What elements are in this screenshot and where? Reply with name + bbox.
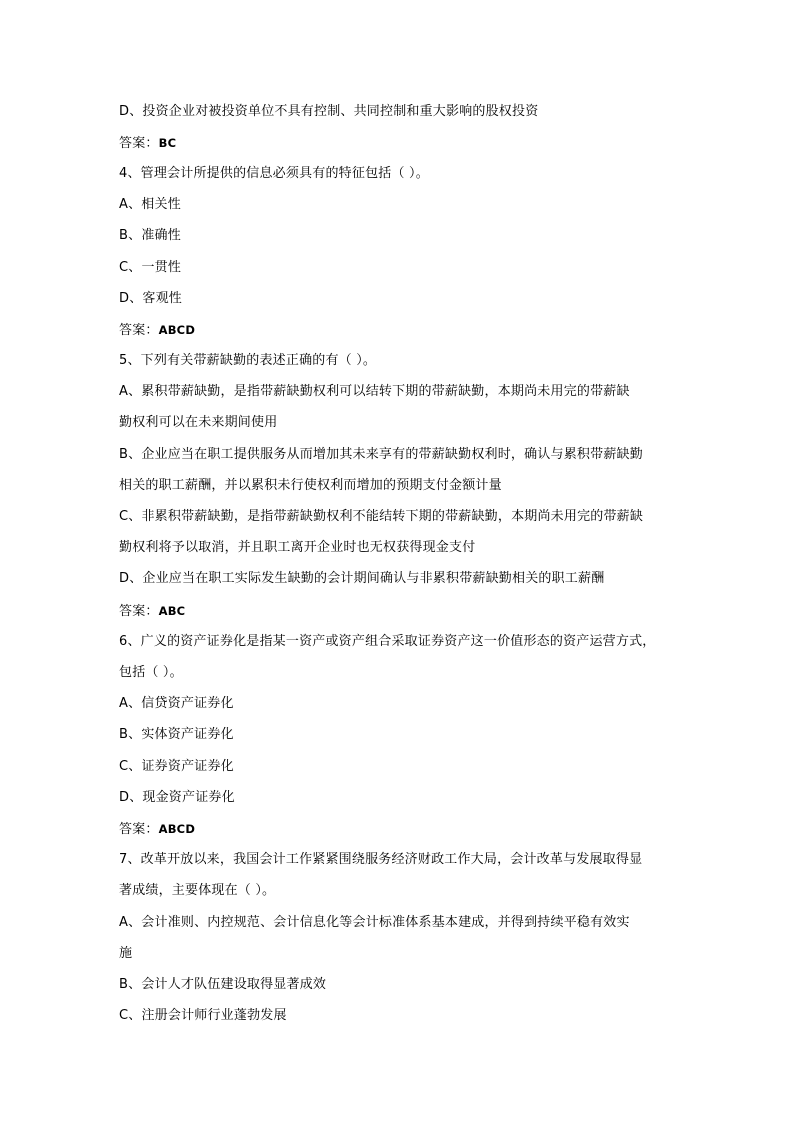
option-line: B、准确性: [119, 228, 181, 243]
option-line: D、投资企业对被投资单位不具有控制、共同控制和重大影响的股权投资: [119, 104, 539, 119]
question-line: 5、下列有关带薪缺勤的表述正确的有（ ）。: [119, 353, 377, 368]
question-line: 6、广义的资产证券化是指某一资产或资产组合采取证券资产这一价值形态的资产运营方式，: [119, 634, 656, 649]
option-line: A、相关性: [119, 197, 181, 212]
question-line: 包括（ ）。: [119, 665, 183, 680]
option-line: 勤权利可以在未来期间使用: [119, 415, 278, 430]
option-line: D、企业应当在职工实际发生缺勤的会计期间确认与非累积带薪缺勤相关的职工薪酬: [119, 571, 605, 586]
option-line: A、会计准则、内控规范、会计信息化等会计标准体系基本建成，并得到持续平稳有效实: [119, 915, 630, 930]
question-line: 7、改革开放以来，我国会计工作紧紧围绕服务经济财政工作大局，会计改革与发展取得显: [119, 852, 643, 867]
option-line: 勤权利将予以取消，并且职工离开企业时也无权获得现金支付: [119, 540, 476, 555]
answer-label: 答案：: [119, 323, 159, 338]
option-line: A、累积带薪缺勤，是指带薪缺勤权利可以结转下期的带薪缺勤，本期尚未用完的带薪缺: [119, 384, 630, 399]
option-line: B、会计人才队伍建设取得显著成效: [119, 977, 327, 992]
answer-line: [119, 135, 176, 152]
option-line: D、现金资产证券化: [119, 790, 235, 805]
question-line: 著成绩，主要体现在（ ）。: [119, 883, 276, 898]
answer-value: ABCD: [158, 822, 196, 836]
option-line: C、一贯性: [119, 260, 182, 275]
answer-line: [119, 603, 185, 620]
option-line: C、非累积带薪缺勤，是指带薪缺勤权利不能结转下期的带薪缺勤，本期尚未用完的带薪缺: [119, 509, 644, 524]
answer-line: [119, 821, 195, 838]
option-line: C、注册会计师行业蓬勃发展: [119, 1008, 287, 1023]
option-line: B、企业应当在职工提供服务从而增加其未来享有的带薪缺勤权利时，确认与累积带薪缺勤: [119, 447, 643, 462]
answer-label: 答案：: [119, 604, 159, 619]
option-line: 相关的职工薪酬，并以累积未行使权利而增加的预期支付金额计量: [119, 478, 502, 493]
option-line: D、客观性: [119, 291, 183, 306]
answer-value: ABC: [158, 604, 186, 618]
option-line: C、证券资产证券化: [119, 759, 234, 774]
option-line: B、实体资产证券化: [119, 727, 234, 742]
answer-line: [119, 322, 195, 339]
answer-value: ABCD: [158, 323, 196, 337]
answer-label: 答案：: [119, 136, 159, 151]
option-line: 施: [119, 946, 133, 961]
question-line: 4、管理会计所提供的信息必须具有的特征包括（ ）。: [119, 166, 429, 181]
answer-label: 答案：: [119, 822, 159, 837]
option-line: A、信贷资产证券化: [119, 696, 234, 711]
answer-value: BC: [158, 136, 177, 150]
